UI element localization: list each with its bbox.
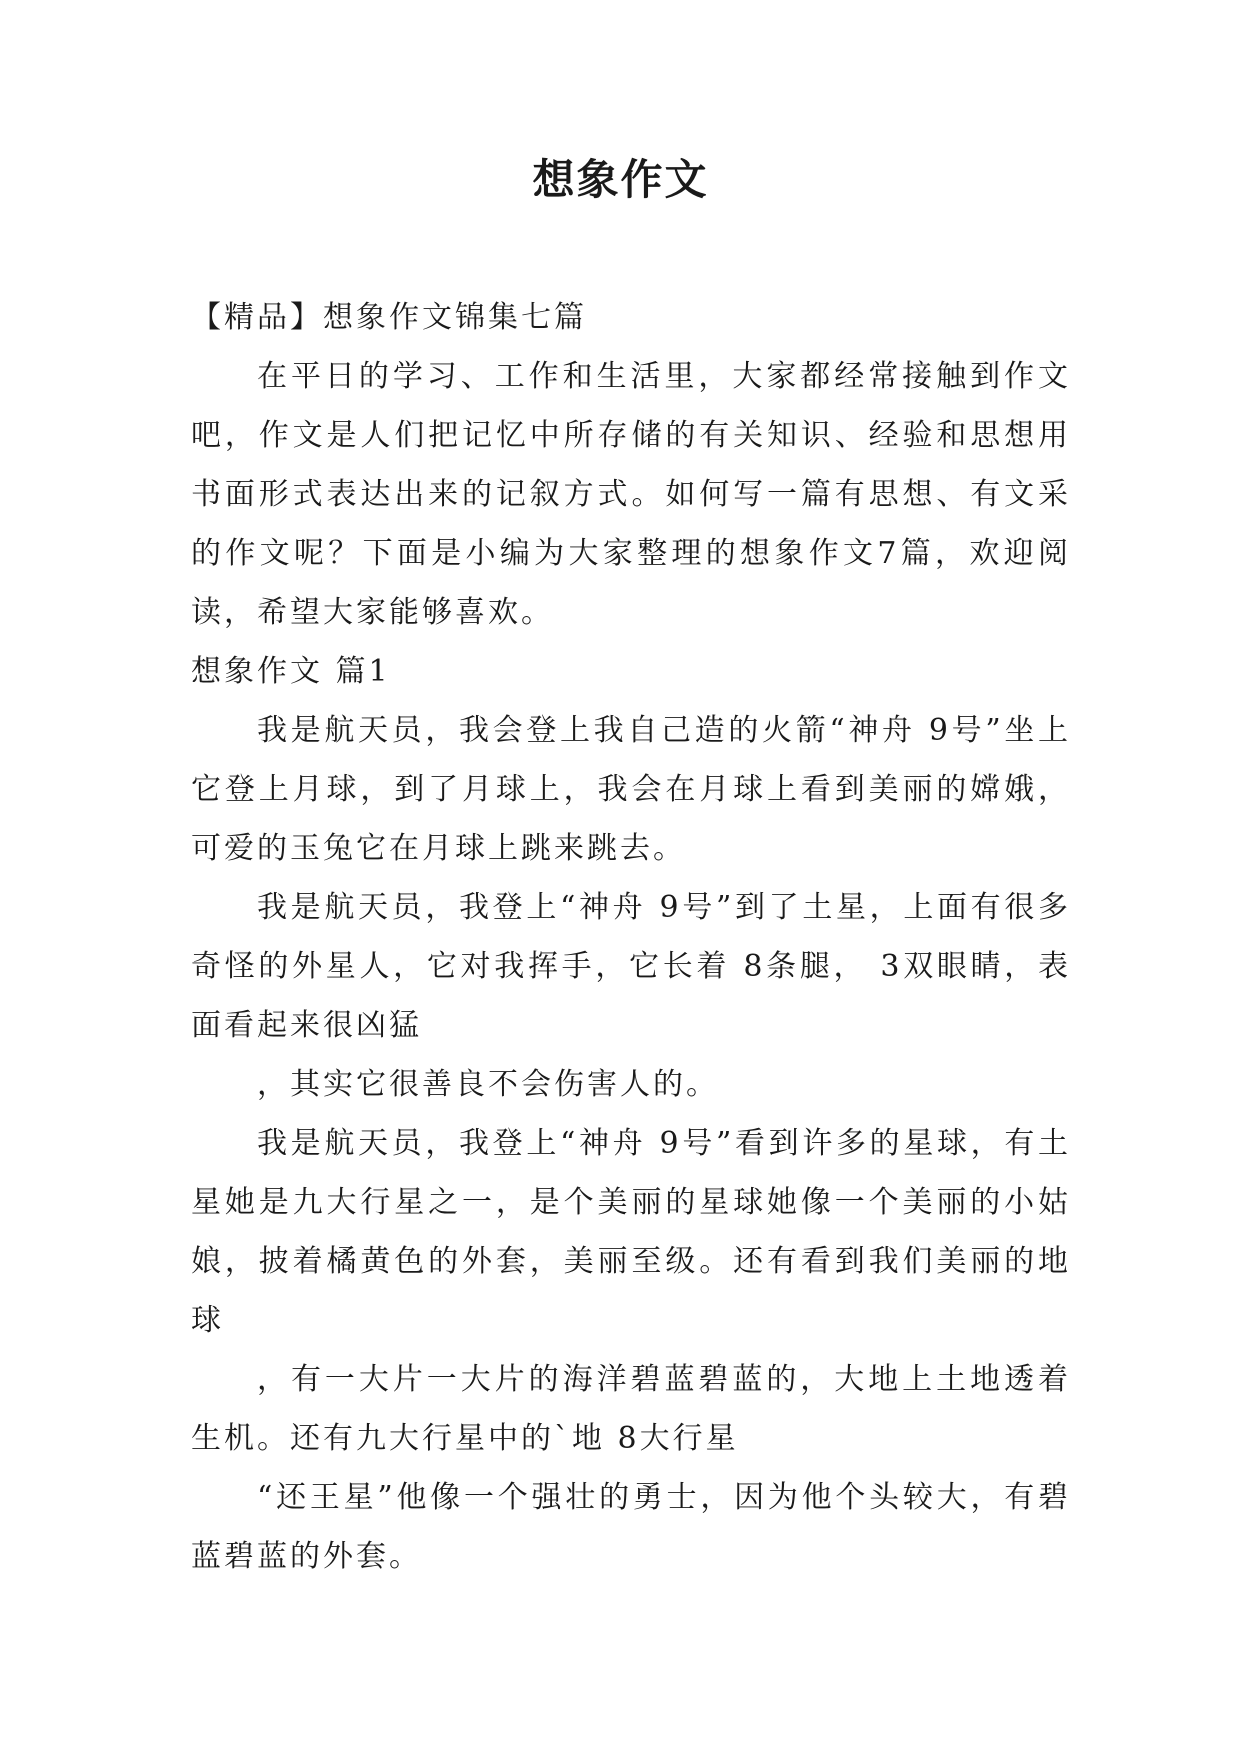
body-paragraph: ，有一大片一大片的海洋碧蓝碧蓝的，大地上土地透着生机。还有九大行星中的`地 8大行星 — [191, 1362, 1071, 1456]
essay-heading: 想象作文 篇1 — [191, 654, 391, 689]
document-body — [191, 288, 1071, 1586]
collection-heading: 【精品】想象作文锦集七篇 — [191, 300, 587, 335]
page-title: 想象作文 — [532, 155, 709, 204]
body-paragraph: ，其实它很善良不会伤害人的。 — [257, 1067, 719, 1102]
body-paragraph: “还王星”他像一个强壮的勇士，因为他个头较大，有碧蓝碧蓝的外套。 — [191, 1480, 1071, 1574]
intro-paragraph: 在平日的学习、工作和生活里，大家都经常接触到作文吧，作文是人们把记忆中所存储的有关知识、经验和思想用书面形式表达出来的记叙方式。如何写一篇有思想、有文采的作文呢？下面是小编为大家整理的想象作文7篇，欢迎阅读，希望大家能够喜欢。 — [191, 359, 1071, 630]
body-paragraph: 我是航天员，我登上“神舟 9号”到了土星，上面有很多奇怪的外星人，它对我挥手，它长着 8条腿， 3双眼睛，表面看起来很凶猛 — [191, 890, 1071, 1043]
body-paragraph: 我是航天员，我登上“神舟 9号”看到许多的星球，有土星她是九大行星之一，是个美丽的星球她像一个美丽的小姑娘，披着橘黄色的外套，美丽至级。还有看到我们美丽的地球 — [191, 1126, 1071, 1338]
body-paragraph: 我是航天员，我会登上我自己造的火箭“神舟 9号”坐上它登上月球，到了月球上，我会在月球上看到美丽的嫦娥，可爱的玉兔它在月球上跳来跳去。 — [191, 713, 1071, 866]
